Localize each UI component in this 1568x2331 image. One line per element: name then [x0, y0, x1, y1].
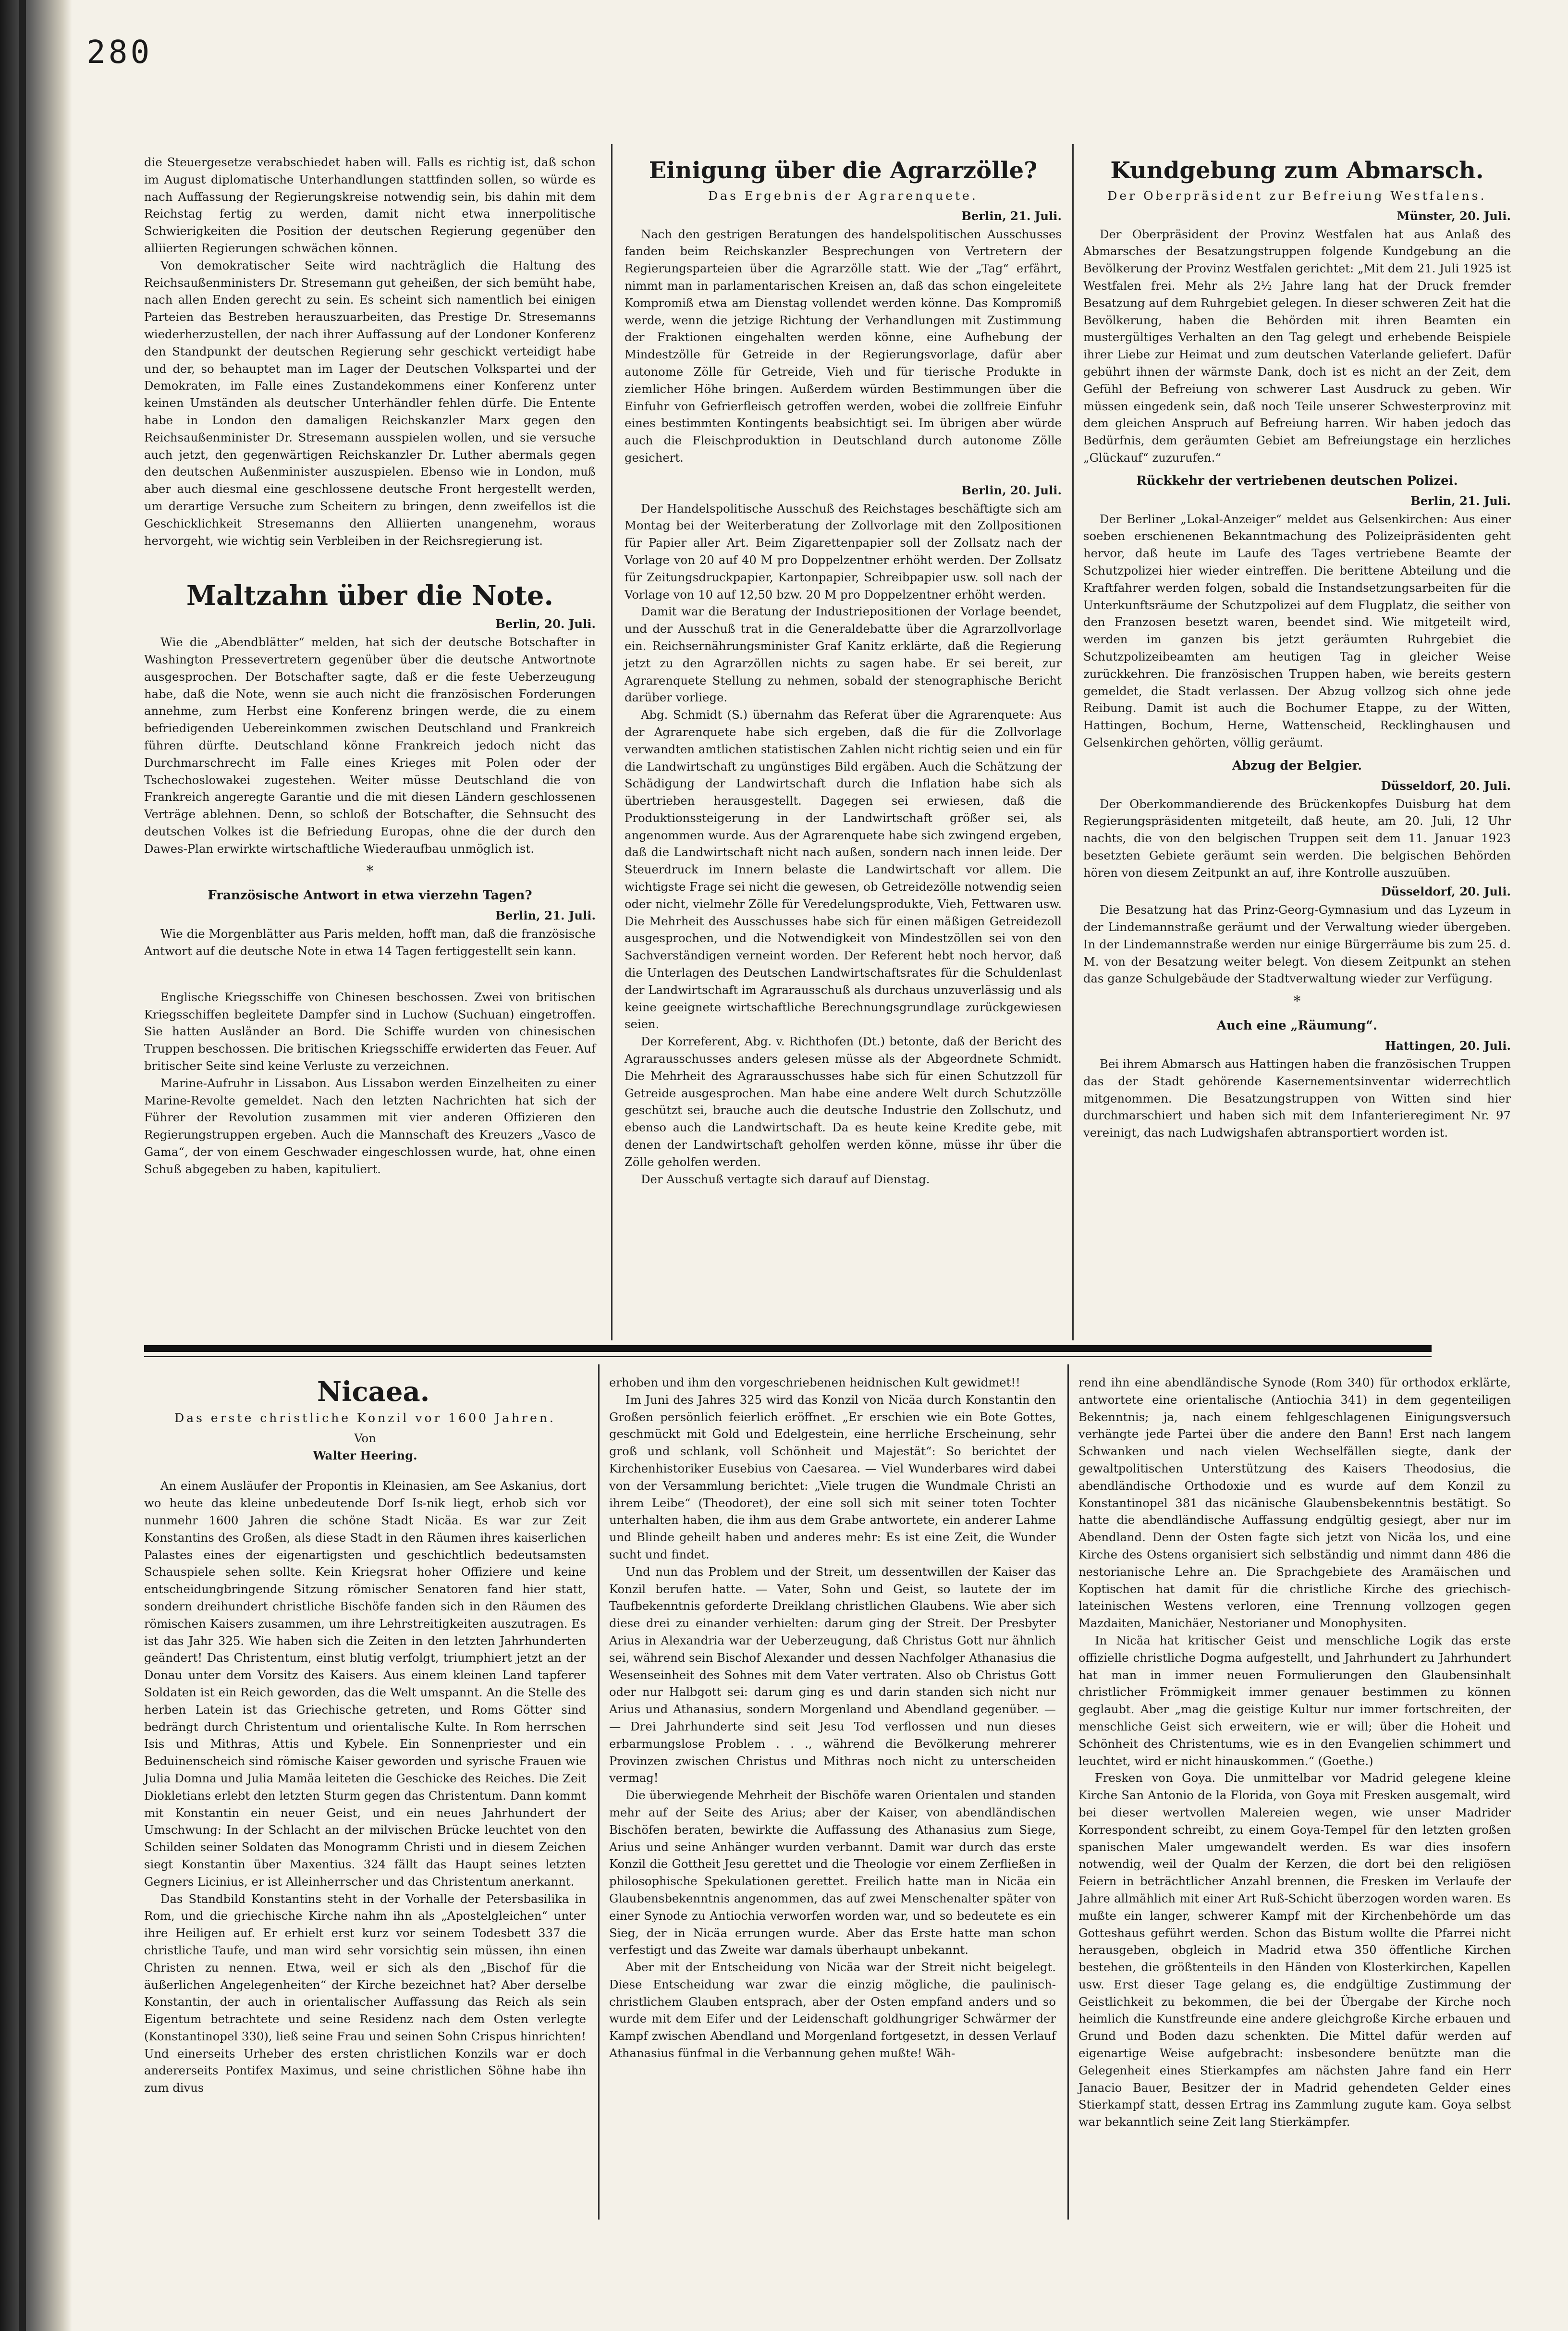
nicaea-author: Walter Heering. [313, 1448, 417, 1462]
nicaea-paragraph: Im Juni des Jahres 325 wird das Konzil von Nicäa durch Konstantin den Großen persönlich feierlich eröffnet. „Er erschien wie ein Bote Gottes, geschmückt mit Gold und Edelgestein, eine herrliche Erscheinung, sehr groß und schlank, voll Schönheit und Majestät“: So berichtet der Kirchenhistoriker Eusebius von Caesarea. — Viel Wunderbares wird dabei von der Versammlung berichtet: „Viele trugen die Wundmale Christi an ihrem Leibe“ (Theodoret), der eine soll sich mit seiner toten Tochter unterhalten haben, die ihm aus dem Grabe antwortete, ein anderer Lahme und Blinde geheilt haben und anderes mehr: Es ist eine Zeit, die Wunder sucht und findet. [609, 1392, 1056, 1561]
nicaea-paragraph: An einem Ausläufer der Propontis in Kleinasien, am See Askanius, dort wo heute das kleine unbedeutende Dorf Is-nik liegt, erhob sich vor nunmehr 1600 Jahren die schöne Stadt Nicäa. Es war zur Zeit Konstantins des Großen, als diese Stadt in den Räumen ihres kaiserlichen Palastes eines der eigenartigsten und geschichtlich bedeutsamsten Schauspiele sehen sollte. Kein Kriegsrat hoher Offiziere und keine entscheidungbringende Sitzung römischer Senatoren fand hier statt, sondern dreihundert christliche Bischöfe fanden sich in den Räumen des römischen Kaisers zusammen, um ihre Lehrstreitigkeiten auszutragen. Es ist das Jahr 325. Wie haben sich die Zeiten in den letzten Jahrhunderten geändert! Das Christentum, einst blutig verfolgt, triumphiert jetzt an der Donau unter dem Vorsitz des Kaisers. Aus einem kleinen Land tapferer Soldaten ist ein Reich geworden, das die Welt umspannt. An die Stelle des herben Latein ist das Griechische getreten, und Roms Götter sind bedrängt durch Christentum und orientalische Kulte. In Rom herrschen Isis und Mithras, Attis und Kybele. Ein Sonnenpriester und ein Beduinenscheich sind römische Kaiser geworden und syrische Frauen wie Julia Domna und Julia Mamäa leiteten die Geschicke des Reiches. Die Zeit Diokletians erlebt den letzten Sturm gegen das Christentum. Dann kommt mit Konstantin ein neuer Geist, und ein neues Jahrhundert der Umschwung: In der Schlacht an der milvischen Brücke leuchtet von den Schilden seiner Soldaten das Monogramm Christi und in diesem Zeichen siegt Konstantin über Maxentius. 324 fällt das Haupt seines letzten Gegners Licinius, er ist Alleinherrscher und das Christentum anerkannt. [144, 1479, 586, 1889]
french-answer-text: Wie die Morgenblätter aus Paris melden, hofft man, daß die französische Antwort auf die deutsche Note in etwa 14 Tagen fertiggestellt sein kann. [144, 927, 596, 958]
abmarsch-text: Der Oberpräsident der Provinz Westfalen hat aus Anlaß des Abmarsches der Besatzungstruppen folgende Kundgebung an die Bevölkerung der Provinz Westfalen gerichtet: „Mit dem 21. Juli 1925 ist Westfalen frei. Mehr als 2½ Jahre lang hat der Druck fremder Besatzung auf dem Ruhrgebiet gelegen. In dieser schweren Zeit hat die Bevölkerung, haben die Behörden mit ihren Beamten ein mustergültiges Verhalten an den Tag gelegt und erhebende Beispiele ihrer Liebe zur Heimat und zum deutschen Vaterlande geliefert. Dafür gebührt ihnen der wärmste Dank, doch ist es nicht an der Zeit, dem Gefühl der Befreiung von schwerer Last Ausdruck zu geben. Wir müssen eingedenk sein, daß noch Teile unserer Schwesterprovinz mit dem gleichen Anspruch auf Befreiung harren. Wir haben jedoch das Bedürfnis, dem geräumten Gebiet am Befreiungstage ein herzliches „Glückauf“ zuzurufen.“ [1083, 227, 1511, 465]
agrar-dateline-1: Berlin, 21. Juli. [961, 209, 1062, 223]
police-headline: Rückkehr der vertriebenen deutschen Polizei. [1136, 473, 1458, 488]
column-rule-3 [598, 1364, 600, 2220]
nicaea-paragraph: Die überwiegende Mehrheit der Bischöfe waren Orientalen und standen mehr auf der Seite des Arius; aber der Kaiser, von abendländischen Bischöfen beraten, bewirkte die Auffassung des Athanasius zum Siege, Arius und seine Anhänger wurden verbannt. Damit war durch das erste Konzil die Gottheit Jesu gerettet und die Theologie vor einem Zerfließen in philosophische Spekulationen gerettet. Freilich hatte man in Nicäa ein Glaubensbekenntnis angenommen, das auf zwei Menschenalter später von einer Synode zu Antiochia verworfen worden war, und so bedeutete es ein Sieg, der in Nicäa errungen wurde. Aber das Erste hatte man schon verfestigt und das Zweite war damals überhaupt unbekannt. [609, 1788, 1056, 1957]
nicaea-column-1 [144, 1374, 586, 2097]
article-continuation-paragraph: die Steuergesetze verabschiedet haben will. Falls es richtig ist, daß schon im August diplomatische Unterhandlungen stattfinden sollen, so würde es nach Auffassung der Regierungskreise notwendig sein, bis dahin mit dem Reichstag fertig zu werden, damit nicht etwa innerpolitische Schwierigkeiten die Position der deutschen Regierung gegenüber den alliierten Regierungen schwächen können. [144, 155, 596, 255]
police-text: Der Berliner „Lokal-Anzeiger“ meldet aus Gelsenkirchen: Aus einer soeben erschienenen Bekanntmachung des Polizeipräsidenten geht hervor, daß heute im Laufe des Tages vertriebene Beamte der Schutzpolizei hier wieder eintreffen. Die berittene Abteilung und die Kraftfahrer werden folgen, sobald die Instandsetzungsarbeiten für die Unterkunftsräume der Schutzpolizei auf dem Flugplatz, die seither von den Franzosen besetzt waren, beendet sind. Wie mitgeteilt wird, werden im ganzen bis jetzt geräumten Ruhrgebiet die Schutzpolizeibeamten am heutigen Tag in gleicher Weise zurückkehren. Die französischen Truppen haben, wie bereits gestern gemeldet, die Stadt verlassen. Der Abzug vollzog sich ohne jede Reibung. Damit ist auch die Bochumer Etappe, zu der Witten, Hattingen, Bochum, Herne, Wattenscheid, Recklinghausen und Gelsenkirchen gehörten, völlig geräumt. [1083, 512, 1511, 749]
nicaea-column-3 [1078, 1374, 1511, 2131]
agrar-text-paragraph: Damit war die Beratung der Industriepositionen der Vorlage beendet, und der Ausschuß trat in die Generaldebatte über die Agrarzollvorlage ein. Reichsernährungsminister Graf Kanitz erklärte, daß die Regierung jetzt zu den Agrarzöllen nichts zu sagen habe. Er sei bereit, zur Agrarenquete Stellung zu nehmen, sobald der stenographische Bericht darüber vorliege. [625, 604, 1062, 705]
nicaea-paragraph: Das Standbild Konstantins steht in der Vorhalle der Petersbasilika in Rom, und die griechische Kirche nahm ihn als „Apostelgleichen“ unter ihre Heiligen auf. Er erhielt erst kurz vor seinem Todesbett 337 die christliche Taufe, und man wird sehr vorsichtig sein müssen, ihn einen Christen zu nennen. Etwa, weil er sich als den „Bischof für die äußerlichen Angelegenheiten“ der Kirche bezeichnet hat? Aber derselbe Konstantin, der auch in orientalischer Auffassung das Reich als sein Eigentum betrachtete und seine Residenz nach dem Osten verlegte (Konstantinopel 330), ließ seine Frau und seinen Sohn Crispus hinrichten! Und einerseits Urheber des ersten christlichen Konzils war er doch andererseits Pontifex Maximus, und seine christlichen Söhne habe ihn zum divus [144, 1891, 586, 2095]
belgians-headline: Abzug der Belgier. [1232, 758, 1362, 773]
column-rule-4 [1067, 1364, 1069, 2220]
nicaea-von: Von [354, 1431, 376, 1445]
abmarsch-dateline: Münster, 20. Juli. [1396, 209, 1511, 223]
agrar-subline: Das Ergebnis der Agrarenquete. [708, 189, 978, 203]
agrar-text-paragraph: Der Handelspolitische Ausschuß des Reichstages beschäftigte sich am Montag bei der Weiterberatung der Zollvorlage mit den Zollpositionen für Papier aller Art. Beim Zigarettenpapier soll der Zollsatz nach der Vorlage von 20 auf 40 M pro Doppelzentner erhöht werden. Der Zollsatz für Zeitungsdruckpapier, Kartonpapier, Schreibpapier usw. soll nach der Vorlage von 10 auf 12,50 bzw. 20 M pro Doppelzentner erhöht werden. [625, 501, 1062, 601]
column-rule-1 [611, 144, 612, 1340]
goya-frescoes-text: Fresken von Goya. Die unmittelbar vor Madrid gelegene kleine Kirche San Antonio de la Florida, von Goya mit Fresken ausgemalt, wird bei dieser wertvollen Malereien wegen, wie unser Madrider Korrespondent schreibt, zu einem Goya-Tempel für den letzten großen spanischen Maler umgewandelt werden. Es war dies insofern notwendig, weil der Qualm der Kerzen, die dort bei den religiösen Feiern in beträchtlicher Anzahl brennen, die Fresken im Verlaufe der Jahre allmählich mit einer Art Ruß-Schicht überzogen worden waren. Es mußte ein langer, schwerer Kampf mit der Kirchenbehörde um das Gotteshaus geführt werden. Schon das Bistum wollte die Pfarrei nicht herausgeben, obgleich in Madrid etwa 350 öffentliche Kirchen bestehen, die größtenteils in den Händen von Klosterkirchen, Kapellen usw. Erst dieser Tage gelang es, die endgültige Zustimmung der Geistlichkeit zu bekommen, die bei der Übergabe der Kirche noch heimlich die Kunstfreunde eine andere gleichgroße Kirche erbauen und Grund und Boden dazu schenkten. Die Mittel dafür werden auf eigenartige Weise aufgebracht: insbesondere benützte man die Gelegenheit eines Stierkampfes am nächsten Jahre fand ein Herr Janacio Bauer, Besitzer der in Madrid gehendeten Gelder eines Stierkampf statt, dessen Ertrag ins Zammlung zugute kam. Goya selbst war bekanntlich seine Zeit lang Stierkämpfer. [1078, 1771, 1511, 2129]
duesseldorf-text: Die Besatzung hat das Prinz-Georg-Gymnasium und das Lyzeum in der Lindemannstraße geräumt und der Verwaltung wieder übergeben. In der Lindemannstraße werden nur einige Bürgerräume bis zum 25. d. M. von der Besatzung weiter belegt. Von diesem Zeitpunkt an stehen das ganze Schulgebäude der Stadtverwaltung wieder zur Verfügung. [1083, 903, 1511, 986]
agrar-text-paragraph: Der Ausschuß vertagte sich darauf auf Dienstag. [641, 1172, 930, 1186]
abmarsch-subline: Der Oberpräsident zur Befreiung Westfalens. [1107, 189, 1487, 203]
police-dateline: Berlin, 21. Juli. [1410, 493, 1511, 508]
nicaea-paragraph: Aber mit der Entscheidung von Nicäa war der Streit nicht beigelegt. Diese Entscheidung war zwar die einzig mögliche, die paulinisch-christlichem Glauben entsprach, aber der Osten empfand anders und so wurde mit dem Eifer und der Leidenschaft goldhungriger Schwärmer der Kampf zwischen Abendland und Morgenland fortgesetzt, in dessen Verlauf Athanasius fünfmal in die Verbannung gehen mußte! Wäh- [609, 1960, 1056, 2061]
feuilleton-divider [144, 1345, 1432, 1352]
belgians-dateline: Düsseldorf, 20. Juli. [1381, 778, 1511, 793]
column-1 [144, 154, 596, 1178]
nicaea-paragraph: rend ihn eine abendländische Synode (Rom 340) für orthodox erklärte, antwortete eine orientalische (Antiochia 341) in dem gegenteiligen Bekenntnis; ja, nach einem fehlgeschlagenen Einigungsversuch verhängte jede Partei über die andere den Bann! Erst nach langem Schwanken und nach vielen Wechselfällen siegte, dank der gewaltpolitischen Unterstützung des Kaisers Theodosius, die abendländische Orthodoxie und es wurde auf dem Konzil zu Konstantinopel 381 das nicänische Glaubensbekenntnis bestätigt. So hatte die abendländische Auffassung endgültig gesiegt, aber nur im Abendland. Denn der Osten fagte sich jetzt von Nicäa los, und eine Kirche des Ostens organisiert sich selbständig und nimmt dann 486 die nestorianische Lehre an. Die Sprachgebiete des Aramäischen und Koptischen hat damit für die christliche Kirche des griechisch-lateinischen Westens verloren, eine Trennung vollzogen gegen Mazdaiten, Manichäer, Nestorianer und Monophysiten. [1078, 1375, 1511, 1631]
nicaea-paragraph: erhoben und ihm den vorgeschriebenen heidnischen Kult gewidmet!! [609, 1375, 1020, 1389]
maltzahn-headline: Maltzahn über die Note. [186, 580, 553, 612]
french-answer-dateline: Berlin, 21. Juli. [495, 908, 596, 923]
abmarsch-headline: Kundgebung zum Abmarsch. [1110, 157, 1484, 184]
binding-edge [19, 0, 26, 2331]
agrar-headline: Einigung über die Agrarzölle? [649, 157, 1038, 184]
nicaea-column-2 [609, 1374, 1056, 2062]
maltzahn-text: Wie die „Abendblätter“ melden, hat sich der deutsche Botschafter in Washington Pressevertretern gegenüber über die deutsche Antwortnote ausgesprochen. Der Botschafter sagte, daß er die feste Ueberzeugung habe, daß die Note, wenn sie auch nicht die französischen Forderungen annehme, zum Herbst eine Konferenz bringen werde, die zu einem befriedigenden Uebereinkommen zwischen Deutschland und Frankreich führen dürfte. Deutschland könne Frankreich jedoch nicht das Durchmarschrecht im Falle eines Krieges mit Polen oder der Tschechoslowakei zugestehen. Weiter müsse Deutschland die von Frankreich angeregte Garantie und die mit diesen Ländern geschlossenen Verträge ablehnen. Denn, so schloß der Botschafter, die Sehnsucht des deutschen Volkes ist die Befriedung Europas, ohne die der durch den Dawes-Plan erwirkte wirtschaftliche Wiederaufbau unmöglich ist. [144, 635, 596, 856]
separator-star: * [1293, 993, 1301, 1010]
raeumung-headline: Auch eine „Räumung“. [1216, 1018, 1378, 1033]
nicaea-paragraph: In Nicäa hat kritischer Geist und menschliche Logik das erste offizielle christliche Dogma aufgestellt, und Jahrhundert zu Jahrhundert hat man in immer neuen Formulierungen den Glaubensinhalt christlicher Frömmigkeit immer genauer bestimmen zu können geglaubt. Aber „mag die geistige Kultur nur immer fortschreiten, der menschliche Geist sich erweitern, wie er will; über die Hoheit und Schönheit des Christentums, wie es in den Evangelien schimmert und leuchtet, wird er nicht hinauskommen.“ (Goethe.) [1078, 1633, 1511, 1768]
column-rule-2 [1072, 144, 1074, 1340]
agrar-text-1: Nach den gestrigen Beratungen des handelspolitischen Ausschusses fanden beim Reichskanzler Besprechungen von Vertretern der Regierungsparteien über die Agrarzölle statt. Wie der „Tag“ erfährt, nimmt man in parlamentarischen Kreisen an, daß das schon eingeleitete Kompromiß etwa am Dienstag vollendet werden könne. Das Kompromiß werde, wenn die jetzige Richtung der Verhandlungen mit Zustimmung der Fraktionen eingehalten werden könne, eine Aufhebung der Mindestzölle für Getreide in der Regierungsvorlage, dafür aber autonome Zölle für Getreide, Vieh und für tierische Produkte in ziemlicher Höhe bringen. Außerdem würden Bestimmungen über die Einfuhr von Gefrierfleisch getroffen werden, wobei die zollfreie Einfuhr eines bestimmten Kontingents beabsichtigt sei. Im übrigen aber würde auch die Fleischproduktion in Deutschland durch autonome Zölle gesichert. [625, 227, 1062, 465]
duesseldorf-dateline: Düsseldorf, 20. Juli. [1381, 884, 1511, 899]
nicaea-headline: Nicaea. [317, 1376, 430, 1408]
raeumung-text: Bei ihrem Abmarsch aus Hattingen haben die französischen Truppen das der Stadt gehörende Kasernementsinventar widerrechtlich mitgenommen. Die Besatzungstruppen von Witten sind hier durchmarschiert und haben sich mit dem Infanterieregiment Nr. 97 vereinigt, das nach Ludwigshafen abtransportiert worden ist. [1083, 1057, 1511, 1140]
maltzahn-dateline: Berlin, 20. Juli. [495, 617, 596, 631]
separator-star: * [366, 863, 374, 880]
nicaea-paragraph: Und nun das Problem und der Streit, um dessentwillen der Kaiser das Konzil berufen hatte. — Vater, Sohn und Geist, so lautete der im Taufbekenntnis geforderte Dreiklang christlichen Glaubens. Wie aber sich diese drei zu einander verhielten: darum ging der Streit. Der Presbyter Arius in Alexandria war der Ueberzeugung, daß Christus Gott nur ähnlich sei, während sein Bischof Alexander und dessen Nachfolger Athanasius die Wesenseinheit des Sohnes mit dem Vater vertraten. Also ob Christus Gott oder nur Halbgott sei: darum ging es und darin standen sich nicht nur Arius und Athanasius, sondern Morgenland und Abendland gegenüber. — — Drei Jahrhunderte sind seit Jesu Tod verflossen und nun dieses erbarmungslose Problem . . ., während die Bevölkerung mehrerer Provinzen zwischen Christus und Mithras noch nicht zu unterscheiden vermag! [609, 1564, 1056, 1785]
raeumung-dateline: Hattingen, 20. Juli. [1385, 1039, 1511, 1053]
china-news-text: Englische Kriegsschiffe von Chinesen beschossen. Zwei von britischen Kriegsschiffen begleitete Dampfer sind in Luchow (Suchuan) eingetroffen. Sie hatten Ausländer an Bord. Die Schiffe wurden von chinesischen Truppen beschossen. Die britischen Kriegsschiffe erwiderten das Feuer. Auf britischer Seite sind keine Verluste zu verzeichnen. [144, 990, 596, 1073]
nicaea-subline: Das erste christliche Konzil vor 1600 Jahren. [174, 1411, 556, 1425]
column-2 [625, 154, 1062, 1188]
page-number: 280 [86, 34, 153, 71]
column-3 [1083, 154, 1511, 1141]
french-answer-headline: Französische Antwort in etwa vierzehn Tagen? [208, 888, 532, 903]
agrar-dateline-2: Berlin, 20. Juli. [961, 483, 1062, 497]
agrar-text-paragraph: Der Korreferent, Abg. v. Richthofen (Dt.) betonte, daß der Bericht des Agrarausschusses anders gelesen müsse als der Abgeordnete Schmidt. Die Mehrheit des Agrarausschusses habe sich für einen Schutzzoll für Getreide ausgesprochen. Man habe eine andere Welt durch Schutzzölle geschützt sei, brauche auch die deutsche Industrie den Zollschutz, und ebenso auch die Landwirtschaft. Da es heute keine Kredite gebe, mit denen der Landwirtschaft geholfen werden könne, müsse ihr über die Zölle geholfen werden. [625, 1034, 1062, 1169]
article-paragraph: Von demokratischer Seite wird nachträglich die Haltung des Reichsaußenministers Dr. Stresemann gut geheißen, der sich bemüht habe, nach allen Enden gerecht zu sein. Es scheint sich namentlich bei einigen Parteien das Bestreben herauszuarbeiten, das Prestige Dr. Stresemanns wiederherzustellen, der nach ihrer Auffassung auf der Londoner Konferenz den Standpunkt der deutschen Regierung sehr geschickt verteidigt habe und der, so behauptet man im Lager der Deutschen Volkspartei und der Demokraten, im Falle eines Zustandekommens einer Konferenz unter keinen Umständen als deutscher Unterhändler fehlen dürfe. Die Entente habe in London den damaligen Reichskanzler Marx gegen den Reichsaußenminister Dr. Stresemann ausspielen wollen, und sie versuche auch jetzt, den gegenwärtigen Reichskanzler Dr. Luther abermals gegen den deutschen Außenminister auszuspielen. Ebenso wie in London, muß aber auch diesmal eine geschlossene deutsche Front hergestellt werden, um derartige Versuche zum Scheitern zu bringen, denn zweifellos ist die Geschicklichkeit Stresemanns den Alliierten unangenehm, woraus hervorgeht, wie wichtig sein Verbleiben in der Reichsregierung ist. [144, 258, 596, 548]
lisbon-news-text: Marine-Aufruhr in Lissabon. Aus Lissabon werden Einzelheiten zu einer Marine-Revolte gemeldet. Nach den letzten Nachrichten hat sich der Führer der Revolution zusammen mit vier anderen Offizieren den Regierungstruppen ergeben. Auch die Mannschaft des Kreuzers „Vasco de Gama“, der von einem Geschwader eingeschlossen wurde, hat, ohne einen Schuß abgegeben zu haben, kapituliert. [144, 1076, 596, 1176]
belgians-text: Der Oberkommandierende des Brückenkopfes Duisburg hat dem Regierungspräsidenten mitgeteilt, daß heute, am 20. Juli, 12 Uhr nachts, die von den belgischen Truppen seit dem 11. Januar 1923 besetzten Gebiete geräumt sein werden. Die belgischen Behörden hören von diesem Zeitpunkt an auf, ihre Kontrolle auszuüben. [1083, 797, 1511, 880]
page-binding [0, 0, 72, 2331]
feuilleton-divider-thin [144, 1356, 1432, 1357]
agrar-text-paragraph: Abg. Schmidt (S.) übernahm das Referat über die Agrarenquete: Aus der Agrarenquete habe sich ergeben, daß die für die Zollvorlage verwandten amtlichen statistischen Zahlen nicht richtig seien und ein für die Landwirtschaft zu ungünstiges Bild ergäben. Auch die Schätzung der Schädigung der Landwirtschaft durch die Inflation habe sich als übertrieben herausgestellt. Dagegen sei erwiesen, daß die Produktionssteigerung in der Landwirtschaft größer sei, als angenommen wurde. Aus der Agrarenquete habe sich zwingend ergeben, daß die Landwirtschaft nicht nach außen, sondern nach innen leide. Der Steuerdruck im Innern belaste die Landwirtschaft vor allem. Die wichtigste Frage sei nicht die gewesen, ob Getreidezölle notwendig seien oder nicht, vielmehr Zölle für Veredelungsprodukte, Vieh, Fettwaren usw. Die Mehrheit des Ausschusses habe sich für einen mäßigen Getreidezoll ausgesprochen, und die Notwendigkeit von Mindestzöllen sei von den Sachverständigen verneint worden. Der Referent hebt noch hervor, daß die Unterlagen des Deutschen Landwirtschaftsrates für die Schuldenlast der Landwirtschaft im Agrarausschuß als durchaus unzuverlässig und als keine geeignete wirtschaftliche Berechnungsgrundlage zurückgewiesen seien. [625, 708, 1062, 1031]
